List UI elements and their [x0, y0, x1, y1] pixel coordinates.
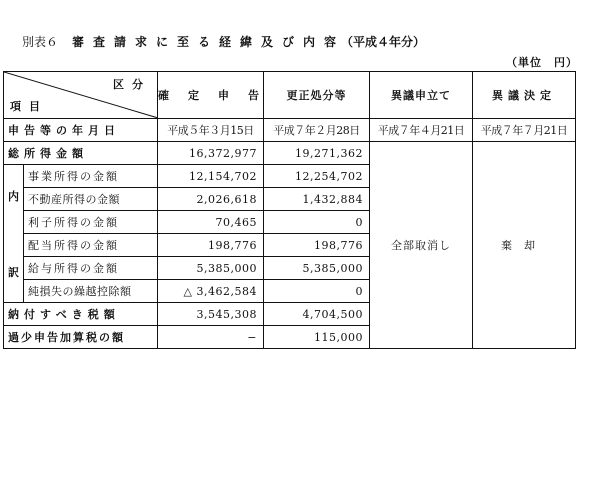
interest-income-label: 利子所得の金額	[24, 211, 158, 234]
interest-income-final: 70,465	[158, 211, 264, 234]
loss-carryforward-final: △ 3,462,584	[158, 280, 264, 303]
header-decision: 異議決定	[473, 72, 576, 119]
salary-income-correction: 5,385,000	[264, 257, 370, 280]
total-income-row	[4, 142, 576, 165]
salary-income-label: 給与所得の金額	[24, 257, 158, 280]
loss-carryforward-label: 純損失の繰越控除額	[24, 280, 158, 303]
tax-final: 3,545,308	[158, 303, 264, 326]
date-label: 申告等の年月日	[4, 119, 158, 142]
business-income-correction: 12,254,702	[264, 165, 370, 188]
document-title	[22, 33, 425, 50]
header-correction: 更正処分等	[264, 72, 370, 119]
date-objection: 平成７年４月21日	[370, 119, 473, 142]
date-row	[4, 119, 576, 142]
table-title: 審査請求に至る経緯及び内容	[72, 35, 346, 49]
header-row	[4, 72, 576, 119]
corner-label-category: 区分	[113, 78, 151, 91]
real-estate-income-correction: 1,432,884	[264, 188, 370, 211]
dividend-income-final: 198,776	[158, 234, 264, 257]
tax-label: 納付すべき税額	[4, 303, 158, 326]
header-objection: 異議申立て	[370, 72, 473, 119]
business-income-final: 12,154,702	[158, 165, 264, 188]
date-decision: 平成７年７月21日	[473, 119, 576, 142]
salary-income-final: 5,385,000	[158, 257, 264, 280]
header-final-return: 確 定 申 告	[158, 72, 264, 119]
table-subtitle: （平成４年分）	[341, 35, 426, 49]
decision-result: 棄却	[473, 142, 576, 349]
real-estate-income-final: 2,026,618	[158, 188, 264, 211]
total-income-final: 16,372,977	[158, 142, 264, 165]
tax-correction: 4,704,500	[264, 303, 370, 326]
total-income-label: 総所得金額	[4, 142, 158, 165]
loss-carryforward-correction: 0	[264, 280, 370, 303]
dividend-income-correction: 198,776	[264, 234, 370, 257]
date-correction: 平成７年２月28日	[264, 119, 370, 142]
penalty-final: −	[158, 326, 264, 349]
total-income-correction: 19,271,362	[264, 142, 370, 165]
breakdown-side-label: 内 訳	[4, 165, 24, 303]
business-income-label: 事業所得の金額	[24, 165, 158, 188]
real-estate-income-label: 不動産所得の金額	[24, 188, 158, 211]
date-final-return: 平成５年３月15日	[158, 119, 264, 142]
unit-label: （単位 円）	[506, 56, 578, 69]
table-number: 別表６	[22, 35, 59, 49]
corner-cell	[4, 72, 158, 119]
objection-result: 全部取消し	[370, 142, 473, 349]
penalty-label: 過少申告加算税の額	[4, 326, 158, 349]
dividend-income-label: 配当所得の金額	[24, 234, 158, 257]
interest-income-correction: 0	[264, 211, 370, 234]
history-table	[3, 71, 576, 349]
corner-label-item: 項目	[10, 100, 48, 113]
penalty-correction: 115,000	[264, 326, 370, 349]
